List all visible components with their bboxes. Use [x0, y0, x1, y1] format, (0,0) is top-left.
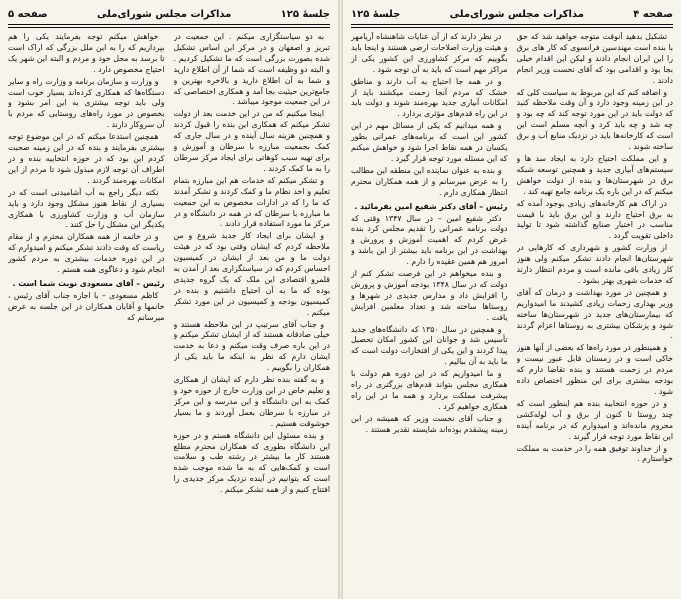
paragraph: و جناب آقای سرتیپ در این ملاحظه هستند و خیلی صادقانه هستند که از ایشان تشکر میکنم و در این باره صرف وقت میکنم و دعا به خدمت ایشان دارم که نظر به اینکه ما باید یکی از همکاران را بگوییم . — [173, 319, 330, 373]
paragraph: همچنین استدعا میکنم که در این موضوع توجه بیشتری بفرمایند و بنده که در این زمینه صحبت کردم این بود که در حوزه انتخابیه بنده و در اطراف آن توجه لازم مبذول شود تا مردم از این امکانات بهره‌مند گردند . — [8, 132, 165, 185]
text-column-right — [517, 32, 674, 595]
paragraph: و این مملکت احتیاج دارد به ایجاد سد ها و سیستم‌های آبیاری جدید و همچنین توسعه شبکه برق در شهرستان‌ها و بنده از دولت خواهش میکنم که در این باره یک برنامه جامع تهیه کند . — [516, 153, 673, 196]
page-left — [0, 0, 338, 599]
columns-right-page — [351, 32, 673, 595]
paragraph: و تشکر میکنم که خدمات هم این مبارزه بتمام تعلیم و اخذ نظام ما و کمک کردند و تشکر آمدند که ما را که در ادارات مخصوص به این جمعیت ما مبارزه با سرطان که در همه در دانشگاه و در مرکز ما مورد استفاده قرار دادند . — [173, 175, 330, 229]
paragraph: و همینطور در مورد راه‌ها که بعضی از آنها هنوز خاکی است و در زمستان قابل عبور نیست و مردم در زحمت هستند و بنده تقاضا دارم که بودجه بیشتری برای این منظور اختصاص داده شود . — [516, 343, 673, 396]
text-column-right — [174, 32, 331, 595]
paragraph: و در خاتمه از همه همکاران محترم و از مقام ریاست که وقت دادند تشکر میکنم و امیدوارم که در این دوره خدمات بیشتری به مردم کشور انجام شود و دعاگوی همه هستم . — [8, 232, 165, 275]
speaker-heading: رئیس – آقای دکتر شفیع امین بفرمائید . — [354, 201, 508, 211]
paragraph: و بنده مسئول این دانشگاه هستم و در حوزه این دانشگاه بطوری که همکاران محترم مطلع هستند کار ما بیشتر در رشته طب و سلامت است و کمک‌هایی که به ما شده موجب شده است که بتوانیم در آینده نزدیک مرکز جدیدی را افتتاح کنیم و از همه تشکر میکنم . — [173, 430, 330, 495]
text-column-left — [351, 32, 508, 595]
columns-left-page — [8, 32, 330, 595]
paragraph: اینجا میکنیم که من در این خدمت بعد از دولت تشکر میکنم که همکاری این بنده را قبول کردند و همچنین هزینه سال آینده و در سال جاری که کمک بجمعیت مبارزه با سرطان و آموزش و برای تهیه سبب کوهاتی برای ایجاد مرکز سرطان را به ما کمک کردند . — [173, 109, 330, 173]
paragraph: خواهش میکنم توجه بفرمایند یکی را هم بپردازیم که را به این ملل بزرگی که اراک است تا برسد به محل خود و مردم و البته این شهر یک احتیاج مخصوص دارد . — [8, 32, 165, 74]
paragraph: و بنده میخواهم در این فرصت تشکر کنم از دولت که در سال ۱۳۴۸ بودجه آموزش و پرورش را افزایش داد و مدارس جدیدی در شهرها و روستاها ساخته شد و تعداد معلمین افزایش یافت . — [351, 269, 508, 322]
paragraph: و ما امیدواریم که در این دوره هم دولت با همکاری مجلس بتواند قدم‌های بزرگتری در راه پیشرفت مملکت بردارد و همه ما در این راه همکاری خواهیم کرد . — [351, 369, 508, 411]
paragraph: و همه میدانیم که یکی از مسائل مهم در این کشور این است که برنامه‌های عمرانی بطور یکسان در همه نقاط اجرا شود و خواهش میکنم که این مسئله مورد توجه قرار گیرد . — [351, 121, 508, 163]
paragraph: به دو سیاستگزاری میکنم . این جمعیت در تبریز و اصفهان و در مرکز این اساس تشکیل شده بصورت بزرگی است که ما تشکیل کردیم . و البته دو وظیفه است که شما از آن اطلاع دارید و شما به آن اطلاع دارید و بالاخره بهترین و جامع‌ترین حیثیت بجا آمد و همکاری اختصاصی که در این جمعیت موجود میباشد . — [173, 32, 330, 107]
paragraph: و در حوزه انتخابیه بنده هم اینطور است که چند روستا تا کنون از برق و آب لوله‌کشی محروم مانده‌اند و امیدوارم که در برنامه آینده این نقاط مورد توجه قرار گیرند . — [516, 398, 673, 441]
paragraph: تشکیل بدهید آنوقت متوجه خواهید شد که حق با بنده است مهندسین فرانسوی که کار های برق را این ایران انجام دادند و لیکن این اقدام خیلی بجا بود و اقدامی بود که آقای نخست وزیر انجام دادند . — [516, 32, 673, 85]
paragraph: و وزارت و سازمان برنامه و وزارت راه و سایر دستگاه‌ها که همکاری کرده‌اند بسیار خوب است ولی باید توجه بیشتری به این امر بشود و بخصوص در مورد راه‌های روستایی که مردم با آن سروکار دارند . — [8, 76, 165, 130]
paragraph: و ایشان برای ایجاد کار جدید شروع و من ملاحظه کردم که ایشان وقتی بود که در هیئت دولت ما و من بعد از ایشان در کمیسیون احساس کردم که در سیاستگزاری بعد از آمدن به قلمرو اقتصادی این ملک که یک گروه جدیدی بوده که ما به آن احتیاج داشتیم و بنده در کمیسیون بودجه و کمیسیون در این مورد تشکر میکنم . — [173, 231, 330, 317]
page-number: جلسهٔ ۱۲۵ — [280, 8, 330, 20]
paragraph: و جناب آقای نخست وزیر که همیشه در این زمینه پیشقدم بوده‌اند شایسته تقدیر هستند . — [351, 413, 508, 434]
paragraph: دکتر شفیع امین – در سال ۱۳۴۷ وقتی که دولت برنامه عمرانی را تقدیم مجلس کرد بنده عرض کردم که اهمیت آموزش و پرورش و بهداشت در این برنامه باید بیشتر از این باشد و امروز هم همین عقیده را دارم . — [351, 213, 508, 267]
page-number: جلسهٔ ۱۲۵ — [351, 8, 401, 20]
paragraph: و بنده به عنوان نماینده این منطقه این مطالب را به عرض میرسانم و از همه همکاران محترم انتظار همکاری دارم . — [351, 165, 508, 197]
running-head-left — [8, 6, 330, 22]
paragraph: در نظر دارند که از آن عنایات شاهنشاه آریامهر و هیئت وزارت اصلاحات ارضی هستند و اینجا باید بگوییم که مرکز کشاورزی این کشور یکی از مراکز مهم است که باید به آن توجه شود . — [351, 32, 508, 74]
page-label: صفحه ۴ — [633, 8, 673, 20]
paragraph: و به گفته بنده نظر دارم که ایشان از همکاری و تعلیم خاص در این وزارت خارج از حوزه خود و کمک به این دانشگاه و این مدرسه و این مرکز در مبارزه با سرطان بعمل آوردند و ما بسیار خوشوقت هستیم . — [173, 375, 330, 428]
paragraph: و از خداوند توفیق همه را در خدمت به مملکت خواستارم . — [516, 443, 673, 464]
header-rule-thin — [8, 27, 330, 28]
paragraph: نکته دیگر راجع به آب آشامیدنی است که در بسیاری از نقاط هنوز مشکل وجود دارد و باید سازمان آب و وزارت کشاورزی با همکاری یکدیگر این مشکل را حل کنند . — [8, 187, 165, 230]
header-rule-thin — [351, 27, 673, 28]
header-rule — [351, 24, 673, 25]
speaker-heading: رئیس – آقای مسعودی نوبت شما است . — [12, 278, 165, 288]
paragraph: کاظم مسعودی – با اجازه جناب آقای رئیس ، خانمها و آقایان همکاران در این جلسه به عرض میرسانم که — [8, 290, 165, 322]
journal-title: مذاکرات مجلس شورای‌ملی — [97, 8, 232, 20]
paragraph: و اضافه کنم که این مربوط به سیاست کلی که در این زمینه وجود دارد و آن وقت ملاحظه کنید که دولت باید در این مورد توجه کند که چه بود و چه شد و چه باید کرد و آنچه مسلم است این است که کارخانه‌ها باید در نزدیک منابع آب و برق ساخته شوند . — [516, 87, 673, 152]
paragraph: و همچنین در مورد بهداشت و درمان که آقای وزیر بهداری زحمات زیادی کشیدند ما امیدواریم که بیمارستان‌های جدید در شهرستان‌ها ساخته شود و پزشکان بیشتری به روستاها اعزام گردند . — [516, 287, 673, 341]
running-head-right — [351, 6, 673, 22]
text-column-left — [8, 32, 165, 595]
paragraph: در اراک هم کارخانه‌های زیادی بوجود آمده که به برق احتیاج دارند و این برق باید با قیمت مناسب در اختیار صنایع گذاشته شود تا تولید داخلی تقویت گردد . — [516, 198, 673, 241]
page-label: صفحه ۵ — [8, 8, 48, 20]
header-rule — [8, 24, 330, 25]
paragraph: و در همه جا احتیاج به آب دارند و مناطق خشک که مردم آنجا زحمت میکشند باید از امکانات آبیاری جدید بهره‌مند شوند و دولت باید در این راه قدم‌های مؤثری بردارد . — [351, 76, 508, 119]
paragraph: و همچنین در سال ۱۳۵۰ که دانشگاه‌های جدید تأسیس شد و جوانان این کشور امکان تحصیل پیدا کردند و این یکی از افتخارات دولت است که ما باید به آن ببالیم . — [351, 324, 508, 367]
paragraph: از وزارت کشور و شهرداری که کارهایی در شهرستان‌ها انجام دادند تشکر میکنم ولی هنوز کار زیادی باقی مانده است و مردم انتظار دارند که خدمات شهری بهتر بشود . — [516, 243, 673, 285]
journal-title: مذاکرات مجلس شورای‌ملی — [449, 8, 584, 20]
page-right — [343, 0, 681, 599]
